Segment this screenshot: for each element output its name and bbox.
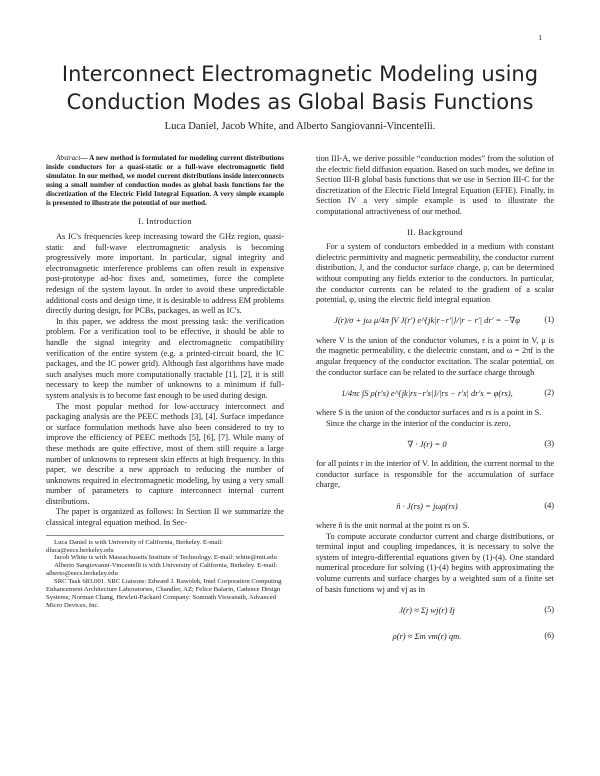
abstract-text: — A new method is formulated for modeling current distributions inside conductors for a quasi-static or a full-wave electromagnetic field simulator. In our method, we model current distributions inside interconnects using a small number of conduction modes as global basis functions for the discretization of the Electric Field Integral Equation. A very simple example is presented to illustrate the potential of our method.	[46, 154, 284, 207]
background-paragraph-5: for all points r in the interior of V. In addition, the current normal to the conductor surface is responsible for the accumulation of surface charge,	[316, 459, 554, 490]
equation-4-number: (4)	[544, 500, 554, 510]
authors: Luca Daniel, Jacob White, and Alberto Sangiovanni-Vincentelli.	[164, 121, 436, 132]
equation-2-number: (2)	[544, 387, 554, 397]
equation-5	[316, 599, 554, 621]
paper-title	[40, 60, 560, 116]
background-paragraph-2: where V is the union of the conductor volumes, r is a point in V, μ is the magnetic permeability, ϵ the dielectric constant, and ω = 2πf is the angular frequency of the conductor excitation. The scalar potential, on the conductor surface can be related to the surface charge through	[316, 335, 554, 377]
intro-paragraph-2: In this paper, we address the most pressing task: the verification problem. For a verification tool to be effective, it should be able to handle the signal integrity and electromagnetic compatibility verification of the entire system (e.g. a printed-circuit board, the IC packages, and the IC power grid). Although fast algorithms have made such analyses much more computationally tractable [1], [2], it is still necessary to keep the number of unknowns to a minimum if full-system analysis is to become fast enough to be used during design.	[46, 316, 284, 400]
intro-paragraph-3: The most popular method for low-accuracy interconnect and packaging analysis are the PEEC methods [3], [4]. Surface impedance or surface formulation methods have also been considered to try to improve the efficiency of PEEC methods [5], [6], [7]. While many of these methods are quite effective, most of them still require a large number of unknowns to represent skin effects at high frequency. In this paper, we describe a new approach to reducing the number of unknowns required in electromagnetic modeling, by using a very small number of parameters to capture interconnect internal current distributions.	[46, 401, 284, 506]
left-column	[46, 154, 284, 610]
background-paragraph-6: where n̂ is the unit normal at the point rs on S.	[316, 521, 470, 531]
equation-5-expression: J(r) ≈ Σj wj(r) Ij	[399, 604, 455, 615]
footnote-white: Jacob White is with Massachusetts Institute of Technology. E-mail: white@mit.edu	[54, 554, 277, 562]
page-number: 1	[538, 33, 542, 42]
equation-2	[316, 382, 554, 404]
background-paragraph-7: To compute accurate conductor current and charge distributions, or terminal input and coupling impedances, it is necessary to solve the system of integro-differential equations given by (1)-(4). One standard numerical procedure for solving (1)-(4) begins with approximating the volume currents and surface charges by a weighted sum of a finite set of basis functions wj and vj as in	[316, 531, 554, 594]
right-column	[316, 154, 554, 651]
section-heading-background: II. Background	[407, 226, 463, 237]
equation-4-expression: n̂ · J(rs) = jωρ(rs)	[396, 500, 458, 511]
title-line-1: Interconnect Electromagnetic Modeling using	[61, 62, 539, 86]
equation-5-number: (5)	[544, 604, 554, 614]
footnote-sangiovanni: Alberto Sangiovanni-Vincentelli is with University of California, Berkeley. E-mail: alberto@eecs.berkeley.edu	[46, 562, 278, 578]
equation-3	[316, 433, 554, 455]
footnotes	[46, 535, 284, 610]
equation-1-expression: J(r)/σ + jω μ/4π ∫V J(r′) e^{jk|r−r′|}/|r − r′| dr′ = −∇φ	[334, 315, 520, 326]
background-paragraph-4: Since the charge in the interior of the conductor is zero,	[326, 418, 511, 428]
background-paragraph-1: For a system of conductors embedded in a medium with constant dielectric permittivity and magnetic permeability, the conductor current distribution, J, and the conductor surface charge, ρ, can be determined without computing any fields exterior to the conductors. In particular, the conductor currents can be related to the gradient of a scalar potential, φ, using the electric field integral equation	[316, 242, 554, 305]
section-heading-introduction: I. Introduction	[138, 216, 192, 227]
equation-3-expression: ∇ · J(r) = 0	[407, 438, 447, 449]
equation-1	[316, 310, 554, 332]
intro-paragraph-1: As IC's frequencies keep increasing toward the GHz region, quasi-static and full-wave electromagnetic analysis is becoming progressively more important. In particular, signal integrity and electromagnetic interference problems can often result in expensive post-prototype ad-hoc fixes and, sometimes, force the complete redesign of the system layout. In order to avoid these unpredictable additional costs and design time, it is desirable to address EM problems directly during design, for PCBs, packages, as well as IC's.	[46, 232, 284, 316]
footnote-src: SRC Task 683.001. SRC Liaisons: Edward J. Rawolek, Intel Corporation Computing Enhancement Architecture Laboratories, Chandler, AZ; Felice Balarin, Cadence Design Systems; Norman Chang, Hewlett-Packard Company: Somnath Viswanath, Advanced Micro Devices, Inc.	[46, 578, 282, 609]
footnote-daniel: Luca Daniel is with University of California, Berkeley. E-mail: dluca@eecs.berkeley.edu	[46, 538, 223, 554]
intro-paragraph-4: The paper is organized as follows: In Section II we summarize the classical integral equation method. In Sec-	[46, 507, 284, 528]
abstract	[46, 154, 284, 207]
equation-6-number: (6)	[544, 630, 554, 640]
equation-4	[316, 495, 554, 517]
background-paragraph-3: where S is the union of the conductor surfaces and rs is a point in S.	[316, 408, 542, 418]
title-line-2: Conduction Modes as Global Basis Functions	[66, 90, 534, 114]
abstract-label: Abstract	[56, 154, 81, 162]
equation-2-expression: 1/4πϵ ∫S ρ(r′s) e^{jk|rs−r′s|}/|rs − r′s| dr′s = φ(rs),	[341, 387, 513, 398]
equation-3-number: (3)	[544, 438, 554, 448]
equation-6	[316, 625, 554, 647]
right-paragraph-continuation: tion III-A, we derive possible “conduction modes” from the solution of the electric field diffusion equation. Based on such modes, we define in Section III-B global basis functions that we use in Section III-C for the discretization of the Electric Field Integral Equation (EFIE). Finally, in Section IV a very simple example is used to illustrate the computational attractiveness of our method.	[316, 154, 554, 216]
equation-1-number: (1)	[544, 315, 554, 325]
equation-6-expression: ρ(r) ≈ Σm vm(r) qm.	[392, 630, 462, 641]
